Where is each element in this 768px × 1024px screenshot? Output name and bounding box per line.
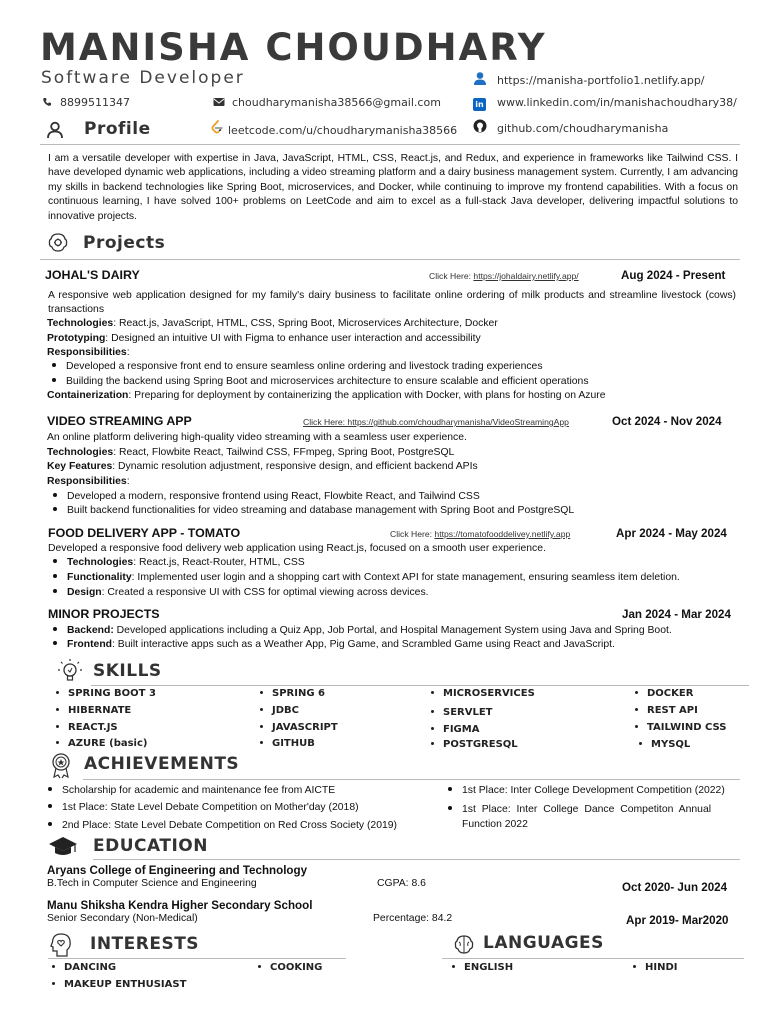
text: SPRING 6: [272, 688, 325, 699]
label: Responsibilities: [47, 476, 127, 487]
leetcode-icon: [210, 120, 223, 133]
languages-title: LANGUAGES: [483, 933, 604, 953]
bullet: [53, 559, 57, 563]
skill-item: [260, 705, 299, 716]
skill-item: [56, 722, 118, 733]
project-johal-link[interactable]: [429, 271, 579, 281]
text: Scholarship for academic and maintenance fee from AICTE: [62, 785, 336, 796]
projects-divider: [40, 259, 740, 260]
skills-divider: [91, 685, 749, 686]
list-item: [53, 557, 305, 568]
text: Building the backend using Spring Boot and microservices architecture to ensure scalable and efficient operations: [66, 376, 589, 387]
skill-item: [635, 722, 726, 733]
colon: :: [126, 476, 130, 487]
education-divider: [93, 859, 740, 860]
text: 1st Place: State Level Debate Competition on Mother'day (2018): [62, 802, 359, 813]
portfolio-text[interactable]: https://manisha-portfolio1.netlify.app/: [497, 74, 705, 87]
text: 1st Place: Inter College Dance Competiton Annual: [462, 804, 712, 815]
link-label: Click Here:: [429, 271, 474, 281]
phone-text: 8899511347: [60, 96, 130, 109]
text: SERVLET: [443, 707, 493, 718]
bullet: [53, 627, 57, 631]
bullet: [448, 806, 452, 810]
bullet: [635, 725, 638, 728]
portfolio-contact[interactable]: [473, 71, 705, 87]
skill-item: [260, 738, 315, 749]
project-johal-resp: [47, 347, 130, 358]
linkedin-text[interactable]: www.linkedin.com/in/manishachoudhary38/: [497, 96, 737, 109]
project-food-title: FOOD DELIVERY APP - TOMATO: [48, 526, 241, 540]
project-video-desc: An online platform delivering high-quality video streaming with a seamless user experience.: [47, 432, 467, 443]
language-item: [452, 962, 513, 973]
profile-divider: [40, 144, 740, 145]
text: Developed applications including a Quiz App, Job Portal, and Hospital Management System using Java and Spring Boot.: [113, 625, 672, 636]
graduation-cap-icon: [48, 835, 78, 864]
resume-role: Software Developer: [41, 68, 245, 88]
bullet: [53, 493, 57, 497]
list-item: [53, 491, 480, 502]
phone-icon: [40, 97, 53, 110]
bullet: [431, 727, 434, 730]
label: Responsibilities: [47, 347, 127, 358]
interest-item: [258, 962, 322, 973]
list-item: [48, 820, 397, 831]
text: JAVASCRIPT: [272, 722, 338, 733]
link-url[interactable]: https://johaldairy.netlify.app/: [473, 271, 579, 281]
label: Prototyping: [47, 333, 106, 344]
project-johal-date: Aug 2024 - Present: [621, 269, 726, 282]
label: Key Features: [47, 461, 113, 472]
bullet: [48, 787, 52, 791]
bullet: [56, 725, 59, 728]
skill-item: [639, 739, 690, 750]
list-item: [52, 376, 589, 387]
languages-divider: [442, 958, 744, 959]
interest-item: [52, 979, 186, 990]
project-johal-desc: A responsive web application designed for my family's dairy business to facilitate online ordering of milk products and streamline livestock (cows) transactions: [48, 290, 736, 316]
projects-title: Projects: [83, 233, 166, 253]
label: Frontend: [67, 639, 113, 650]
bullet: [431, 710, 434, 713]
bullet: [639, 742, 642, 745]
text: ENGLISH: [464, 962, 514, 973]
profile-icon: [46, 121, 64, 144]
text: GITHUB: [272, 738, 315, 749]
envelope-icon: [212, 97, 225, 110]
bullet: [260, 691, 263, 694]
project-video-date: Oct 2024 - Nov 2024: [612, 415, 722, 428]
list-item: [448, 785, 725, 796]
text: MAKEUP ENTHUSIAST: [64, 979, 187, 990]
project-video-features: [47, 461, 478, 472]
text: : Implemented user login and a shopping cart with Context API for state management, ensuring seamless item deletion.: [131, 572, 680, 583]
bullet: [52, 363, 56, 367]
linkedin-icon: in: [473, 98, 486, 111]
value: : React.js, JavaScript, HTML, CSS, Spring Boot, Microservices Architecture, Docker: [113, 318, 498, 329]
skill-item: [431, 724, 479, 735]
leetcode-contact[interactable]: [210, 120, 457, 137]
project-food-date: Apr 2024 - May 2024: [616, 527, 727, 540]
link-label: Click Here:: [303, 417, 348, 427]
project-video-resp: [47, 476, 130, 487]
list-item: [48, 785, 335, 796]
text: AZURE (basic): [68, 738, 148, 749]
skill-item: [260, 688, 325, 699]
school-name: Manu Shiksha Kendra Higher Secondary School: [47, 899, 313, 912]
email-text[interactable]: choudharymanisha38566@gmail.com: [232, 96, 441, 109]
list-item: [48, 802, 359, 813]
project-video-tech: [47, 447, 454, 458]
award-medal-icon: [48, 751, 74, 784]
phone-contact: [40, 96, 130, 110]
profile-summary: I am a versatile developer with expertise in Java, JavaScript, HTML, CSS, React.js, and Redux, and experience in frameworks like Tailwind CSS. I have developed dynamic web applications, including a video streaming platform and a dairy business management system. Currently, I am advancing my skills in backend technologies like Spring Boot, microservices, and Docker, while continuing to improve my frontend capabilities. With a focus on continuous learning, I have solved 100+ problems on LeetCode and aim to excel as a full-stack Java developer, delivering impactful solutions to innovative projects.: [48, 153, 738, 222]
college-name: Aryans College of Engineering and Technology: [47, 864, 308, 877]
label: Technologies: [67, 557, 134, 568]
lightbulb-icon: [56, 657, 84, 690]
text: Built backend functionalities for video streaming and database management with Spring Boot and PostgreSQL: [67, 505, 575, 516]
github-icon: [473, 119, 486, 132]
list-item: [448, 804, 711, 815]
bullet: [56, 708, 59, 711]
bullet: [633, 965, 636, 968]
interest-item: [52, 962, 116, 973]
text: POSTGRESQL: [443, 739, 518, 750]
github-contact[interactable]: [473, 119, 668, 135]
interests-divider: [48, 958, 346, 959]
bullet: [53, 507, 57, 511]
interests-title: INTERESTS: [90, 934, 200, 954]
skill-item: [56, 705, 131, 716]
text: MYSQL: [651, 739, 691, 750]
text: REST API: [647, 705, 698, 716]
value: : Preparing for deployment by containerizing the application with Docker, with plans for hosting on Azure: [128, 390, 606, 401]
label: Design: [67, 587, 102, 598]
bullet: [52, 965, 55, 968]
bullet: [53, 574, 57, 578]
skill-item: [431, 739, 518, 750]
colon: :: [126, 347, 130, 358]
text: : React.js, React-Router, HTML, CSS: [133, 557, 305, 568]
bullet: [56, 691, 59, 694]
list-item: [53, 572, 680, 583]
link-url[interactable]: https://github.com/choudharymanisha/VideoStreamingApp: [347, 417, 569, 427]
value: : Dynamic resolution adjustment, responsive design, and efficient backend APIs: [112, 461, 478, 472]
leetcode-text[interactable]: leetcode.com/u/choudharymanisha38566: [228, 124, 458, 137]
text: DANCING: [64, 962, 117, 973]
bullet: [52, 982, 55, 985]
bullet: [56, 741, 59, 744]
text: HINDI: [645, 962, 678, 973]
bullet: [260, 725, 263, 728]
college-date: Oct 2020- Jun 2024: [622, 881, 728, 894]
project-johal-title: JOHAL'S DAIRY: [45, 268, 140, 282]
skill-item: [260, 722, 338, 733]
label: Technologies: [47, 318, 114, 329]
project-food-link[interactable]: [390, 529, 570, 539]
list-item-continuation: Function 2022: [462, 819, 528, 830]
language-item: [633, 962, 677, 973]
text: 2nd Place: State Level Debate Competition on Red Cross Society (2019): [62, 820, 397, 831]
value: : React, Flowbite React, Tailwind CSS, FFmpeg, Spring Boot, PostgreSQL: [113, 447, 455, 458]
skill-item: [431, 688, 535, 699]
bullet: [260, 741, 263, 744]
text: : Created a responsive UI with CSS for optimal viewing across devices.: [101, 587, 429, 598]
bullet: [258, 965, 261, 968]
list-item: [53, 625, 672, 636]
project-video-title: VIDEO STREAMING APP: [47, 414, 192, 428]
text: Developed a modern, responsive frontend using React, Flowbite React, and Tailwind CSS: [67, 491, 480, 502]
education-title: EDUCATION: [93, 836, 208, 856]
bullet: [52, 378, 56, 382]
bullet: [431, 742, 434, 745]
text: Developed a responsive front end to ensure seamless online ordering and livestock trading experiences: [66, 361, 543, 372]
school-date: Apr 2019- Mar2020: [626, 914, 729, 927]
achievements-title: ACHIEVEMENTS: [84, 754, 240, 774]
list-item: [52, 361, 543, 372]
linkedin-contact[interactable]: [473, 96, 737, 111]
value: : Designed an intuitive UI with Figma to enhance user interaction and accessibility: [105, 333, 481, 344]
text: TAILWIND CSS: [647, 722, 727, 733]
project-johal-tech: [47, 318, 498, 329]
bullet: [635, 691, 638, 694]
person-icon: [473, 71, 486, 84]
skill-item: [56, 688, 156, 699]
brain-gear-icon: [46, 231, 70, 260]
project-minor-title: MINOR PROJECTS: [48, 607, 160, 621]
text: REACT.JS: [68, 722, 118, 733]
text: DOCKER: [647, 688, 694, 699]
school-percentage: Percentage: 84.2: [373, 913, 453, 924]
project-video-link[interactable]: [303, 417, 569, 427]
text: HIBERNATE: [68, 705, 132, 716]
bullet: [452, 965, 455, 968]
list-item: [53, 639, 615, 650]
label: Backend:: [67, 625, 114, 636]
skills-title: SKILLS: [93, 661, 162, 681]
label: Technologies: [47, 447, 114, 458]
resume-name: MANISHA CHOUDHARY: [40, 26, 547, 69]
project-johal-cont: [47, 390, 606, 401]
link-label: Click Here:: [390, 529, 435, 539]
college-degree: B.Tech in Computer Science and Engineering: [47, 878, 257, 889]
bullet: [448, 787, 452, 791]
bullet: [260, 708, 263, 711]
text: JDBC: [272, 705, 299, 716]
achievements-divider: [83, 779, 740, 780]
skill-item: [635, 705, 698, 716]
label: Functionality: [67, 572, 132, 583]
skill-item: [431, 707, 493, 718]
label: Containerization: [47, 390, 129, 401]
bullet: [53, 641, 57, 645]
text: : Built interactive apps such as a Weather App, Pig Game, and Scrambled Game using React and JavaScript.: [112, 639, 615, 650]
profile-title: Profile: [84, 119, 151, 139]
project-food-desc: Developed a responsive food delivery web application using React.js, focused on a smooth user experience.: [48, 543, 546, 554]
college-cgpa: CGPA: 8.6: [377, 878, 426, 889]
text: FIGMA: [443, 724, 480, 735]
email-contact[interactable]: [212, 96, 441, 110]
project-johal-proto: [47, 333, 481, 344]
bullet: [53, 589, 57, 593]
bullet: [431, 691, 434, 694]
school-stream: Senior Secondary (Non-Medical): [47, 913, 198, 924]
list-item: [53, 505, 574, 516]
skill-item: [56, 738, 147, 749]
skill-item: [635, 688, 693, 699]
text: COOKING: [270, 962, 323, 973]
text: MICROSERVICES: [443, 688, 535, 699]
text: SPRING BOOT 3: [68, 688, 156, 699]
bullet: [48, 822, 52, 826]
link-url[interactable]: https://tomatofooddelivey.netlify.app: [434, 529, 571, 539]
project-minor-date: Jan 2024 - Mar 2024: [622, 608, 731, 621]
github-text[interactable]: github.com/choudharymanisha: [497, 122, 669, 135]
bullet: [635, 708, 638, 711]
bullet: [48, 804, 52, 808]
text: 1st Place: Inter College Development Competition (2022): [462, 785, 725, 796]
list-item: [53, 587, 429, 598]
